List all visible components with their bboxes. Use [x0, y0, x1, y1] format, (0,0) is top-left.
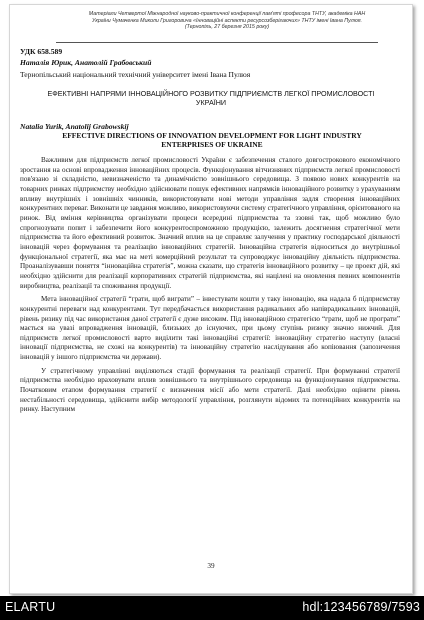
- page-number: 39: [207, 562, 215, 570]
- body-paragraph: Мета інноваційної стратегії “грати, щоб виграти” – інвестувати кошти у таку інновацію, яка надала б підприємству конкурентні переваги над конкурентами. Тут передбачається використання радикальних або напіврадикальних інновацій, рівень ризику під час використання даної стратегії є дуже високим. Під інноваційною стратегією “грати, щоб не програти” мається на увазі впровадження інновацій, близьких до існуючих, при цьому ступінь ризику значно нижчий. Для підприємств легкої промисловості варто виділити такі інноваційні стратегії: інноваційну стратегію наступу (власні інновації підприємства, не схожі на конкурентів) та інноваційну стратегію наслідування або копіювання (запозичення інновацій у іншого підприємства чи держави).: [20, 295, 400, 362]
- repository-footer: [0, 596, 424, 620]
- body-paragraph: Важливим для підприємств легкої промисловості України є забезпечення сталого довгострокового економічного зростання на основі впровадження інноваційних процесів. Функціонування вітчизняних підприємств легкої промисловості пов'язано зі складністю, невизначеністю та динамічністю зовнішнього середовища. З появою нових конкурентів на товарних ринках підприємству необхідно здійснювати пошук ефективних напрямків інноваційного розвитку з урахуванням впливу внутрішніх і зовнішніх чинників, використовувати нові методи управління задля створення інноваційних конкурентних переваг. Виконати це завдання можливо, використовуючи систему стратегічного управління, орієнтованого на ринок. Від вміння керівництва організувати процеси всередині підприємства та ззовні так, щоб можливо було спрогнозувати попит і забезпечити його конкурентоспроможною продукцією, залежить досягнення стратегічної мети підприємства та його ефективний розвиток. Значний вплив на це справляє залучення у практику господарської діяльності інновацій через формування та реалізацію інноваційних стратегій. Інноваційна стратегія відноситься до внутрішньої функціональної стратегії, яка має на меті комерційний результат та супроводжує інноваційну діяльність підприємства. Проаналізувавши поняття “інноваційна стратегія”, можна сказати, що стратегія інноваційного розвитку – це проект дій, які необхідно здійснити для реалізації корпоративних стратегій підприємства, які націлені на оновлення певних компонентів виробництва, реалізації та споживання продукції.: [20, 156, 400, 290]
- handle-identifier: hdl:123456789/7593: [302, 600, 420, 614]
- authors-ukrainian: Наталія Юрик, Анатолій Грабовський: [20, 58, 152, 67]
- document-page: [9, 4, 413, 594]
- affiliation: Тернопільський національний технічний університет імені Івана Пулюя: [20, 70, 251, 79]
- authors-english: Natalia Yurik, Anatolij Grabowskij: [20, 122, 129, 131]
- header-divider: [56, 42, 378, 43]
- title-english: EFFECTIVE DIRECTIONS OF INNOVATION DEVELOPMENT FOR LIGHT INDUSTRY ENTERPRISES OF UKRAINE: [62, 131, 362, 149]
- repository-name: ELARTU: [5, 600, 56, 614]
- udc-code: УДК 658.589: [20, 47, 63, 56]
- conference-header: Матеріали Четвертої Міжнародної науково-практичної конференції пам'яті професора ТНТУ, академіка НАН України Чумаченка Миколи Григоровича «Інноваційні аспекти ресурсозберігаючих» ТНТУ імені Івана Пулюя. (Тернопіль, 27 березня 2015 року): [88, 11, 366, 31]
- body-paragraph: У стратегічному управлінні виділяються стадії формування та реалізації стратегії. При формуванні стратегії підприємства необхідно враховувати вплив зовнішнього та внутрішнього середовища на функціонування підприємства. Початковим етапом формування стратегії є визначення місії або мети стратегії. Далі необхідно оцінити рівень нестабільності середовища, здійснити вибір методології управління, розглянути відомих та потенційних конкурентів на ринку. Наступним: [20, 366, 400, 414]
- title-ukrainian: ЕФЕКТИВНІ НАПРЯМИ ІННОВАЦІЙНОГО РОЗВИТКУ ПІДПРИЄМСТВ ЛЕГКОЇ ПРОМИСЛОВОСТІ УКРАЇНИ: [47, 89, 375, 107]
- article-body: [20, 156, 400, 419]
